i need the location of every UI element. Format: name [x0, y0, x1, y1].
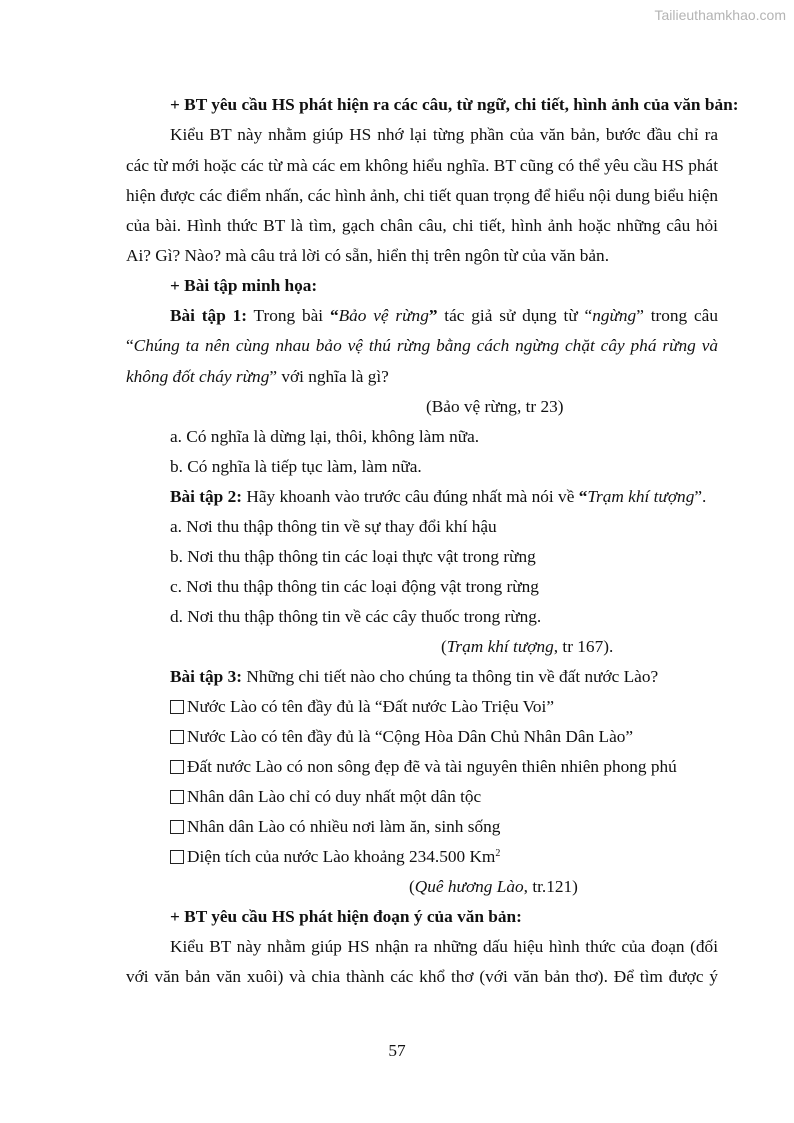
exercise3-option[interactable]: Nước Lào có tên đầy đủ là “Đất nước Lào Triệu Voi”: [126, 696, 718, 718]
exercise1-quote-line: không đốt cháy rừng” với nghĩa là gì?: [126, 367, 389, 386]
exercise2-option: b. Nơi thu thập thông tin các loại thực vật trong rừng: [170, 547, 536, 566]
exercise1-source: (Bảo vệ rừng, tr 23): [426, 397, 564, 416]
exercise3-option[interactable]: Nhân dân Lào chỉ có duy nhất một dân tộc: [126, 786, 718, 808]
section1-heading: + BT yêu cầu HS phát hiện ra các câu, từ ngữ, chi tiết, hình ảnh của văn bản:: [170, 95, 739, 114]
watermark: Tailieuthamkhao.com: [654, 7, 786, 23]
exercise3-option[interactable]: Nhân dân Lào có nhiều nơi làm ăn, sinh sống: [126, 816, 718, 838]
examples-heading: + Bài tập minh họa:: [170, 276, 318, 295]
exercise2-option: c. Nơi thu thập thông tin các loại động vật trong rừng: [170, 577, 539, 596]
exercise1-question: Bài tập 1: Trong bài “Bảo vệ rừng” tác giả sử dụng từ “ngừng” trong câu: [170, 306, 718, 325]
exercise1-label: Bài tập 1:: [170, 306, 248, 325]
exercise2-label: Bài tập 2:: [170, 487, 243, 506]
checkbox-icon[interactable]: [170, 700, 184, 714]
exercise2-option: a. Nơi thu thập thông tin về sự thay đổi khí hậu: [170, 517, 497, 536]
exercise2-option: d. Nơi thu thập thông tin về các cây thuốc trong rừng.: [170, 607, 542, 626]
exercise1-quote-line: “Chúng ta nên cùng nhau bảo vệ thú rừng bằng cách ngừng chặt cây phá rừng và: [126, 336, 718, 355]
section2-paragraph-line: Kiểu BT này nhằm giúp HS nhận ra những dấu hiệu hình thức của đoạn (đối: [170, 937, 718, 956]
exercise3-source: (Quê hương Lào, tr.121): [409, 877, 578, 896]
superscript: 2: [495, 848, 501, 859]
exercise3-option[interactable]: Đất nước Lào có non sông đẹp đẽ và tài nguyên thiên nhiên phong phú: [126, 756, 718, 778]
exercise3-question: Bài tập 3: Những chi tiết nào cho chúng ta thông tin về đất nước Lào?: [170, 667, 659, 686]
exercise1-option: a. Có nghĩa là dừng lại, thôi, không làm nữa.: [170, 427, 480, 446]
exercise2-title: Trạm khí tượng: [587, 487, 695, 506]
checkbox-icon[interactable]: [170, 850, 184, 864]
page-number: 57: [388, 1041, 406, 1060]
exercise1-title: Bảo vệ rừng: [338, 306, 429, 325]
exercise3-option[interactable]: Nước Lào có tên đầy đủ là “Cộng Hòa Dân Chủ Nhân Dân Lào”: [126, 726, 718, 748]
exercise1-word: ngừng: [592, 306, 637, 325]
section1-paragraph-line: hiện được các điểm nhấn, các hình ảnh, chi tiết quan trọng để hiểu nội dung biểu hiện: [126, 186, 718, 205]
section1-paragraph-line: các từ mới hoặc các từ mà các em không hiểu nghĩa. BT cũng có thể yêu cầu HS phát: [126, 156, 718, 175]
checkbox-icon[interactable]: [170, 730, 184, 744]
exercise3-label: Bài tập 3:: [170, 667, 243, 686]
section1-paragraph-line: Ai? Gì? Nào? mà câu trả lời có sẵn, hiển thị trên ngôn từ của văn bản.: [126, 246, 610, 265]
exercise3-option[interactable]: Diện tích của nước Lào khoảng 234.500 Km$^2$: [126, 846, 718, 868]
exercise2-source: (Trạm khí tượng, tr 167).: [441, 637, 614, 656]
checkbox-icon[interactable]: [170, 760, 184, 774]
section2-paragraph-line: với văn bản văn xuôi) và chia thành các khổ thơ (với văn bản thơ). Để tìm được ý: [126, 967, 718, 986]
exercise1-option: b. Có nghĩa là tiếp tục làm, làm nữa.: [170, 457, 422, 476]
checkbox-icon[interactable]: [170, 790, 184, 804]
section2-heading: + BT yêu cầu HS phát hiện đoạn ý của văn bản:: [170, 907, 522, 926]
checkbox-icon[interactable]: [170, 820, 184, 834]
exercise2-question: Bài tập 2: Hãy khoanh vào trước câu đúng nhất mà nói về “Trạm khí tượng”.: [170, 487, 707, 506]
section1-paragraph-line: Kiểu BT này nhằm giúp HS nhớ lại từng phần của văn bản, bước đầu chỉ ra: [170, 125, 718, 144]
section1-paragraph-line: của bài. Hình thức BT là tìm, gạch chân câu, chi tiết, hình ảnh hoặc những câu hỏi: [126, 216, 718, 235]
